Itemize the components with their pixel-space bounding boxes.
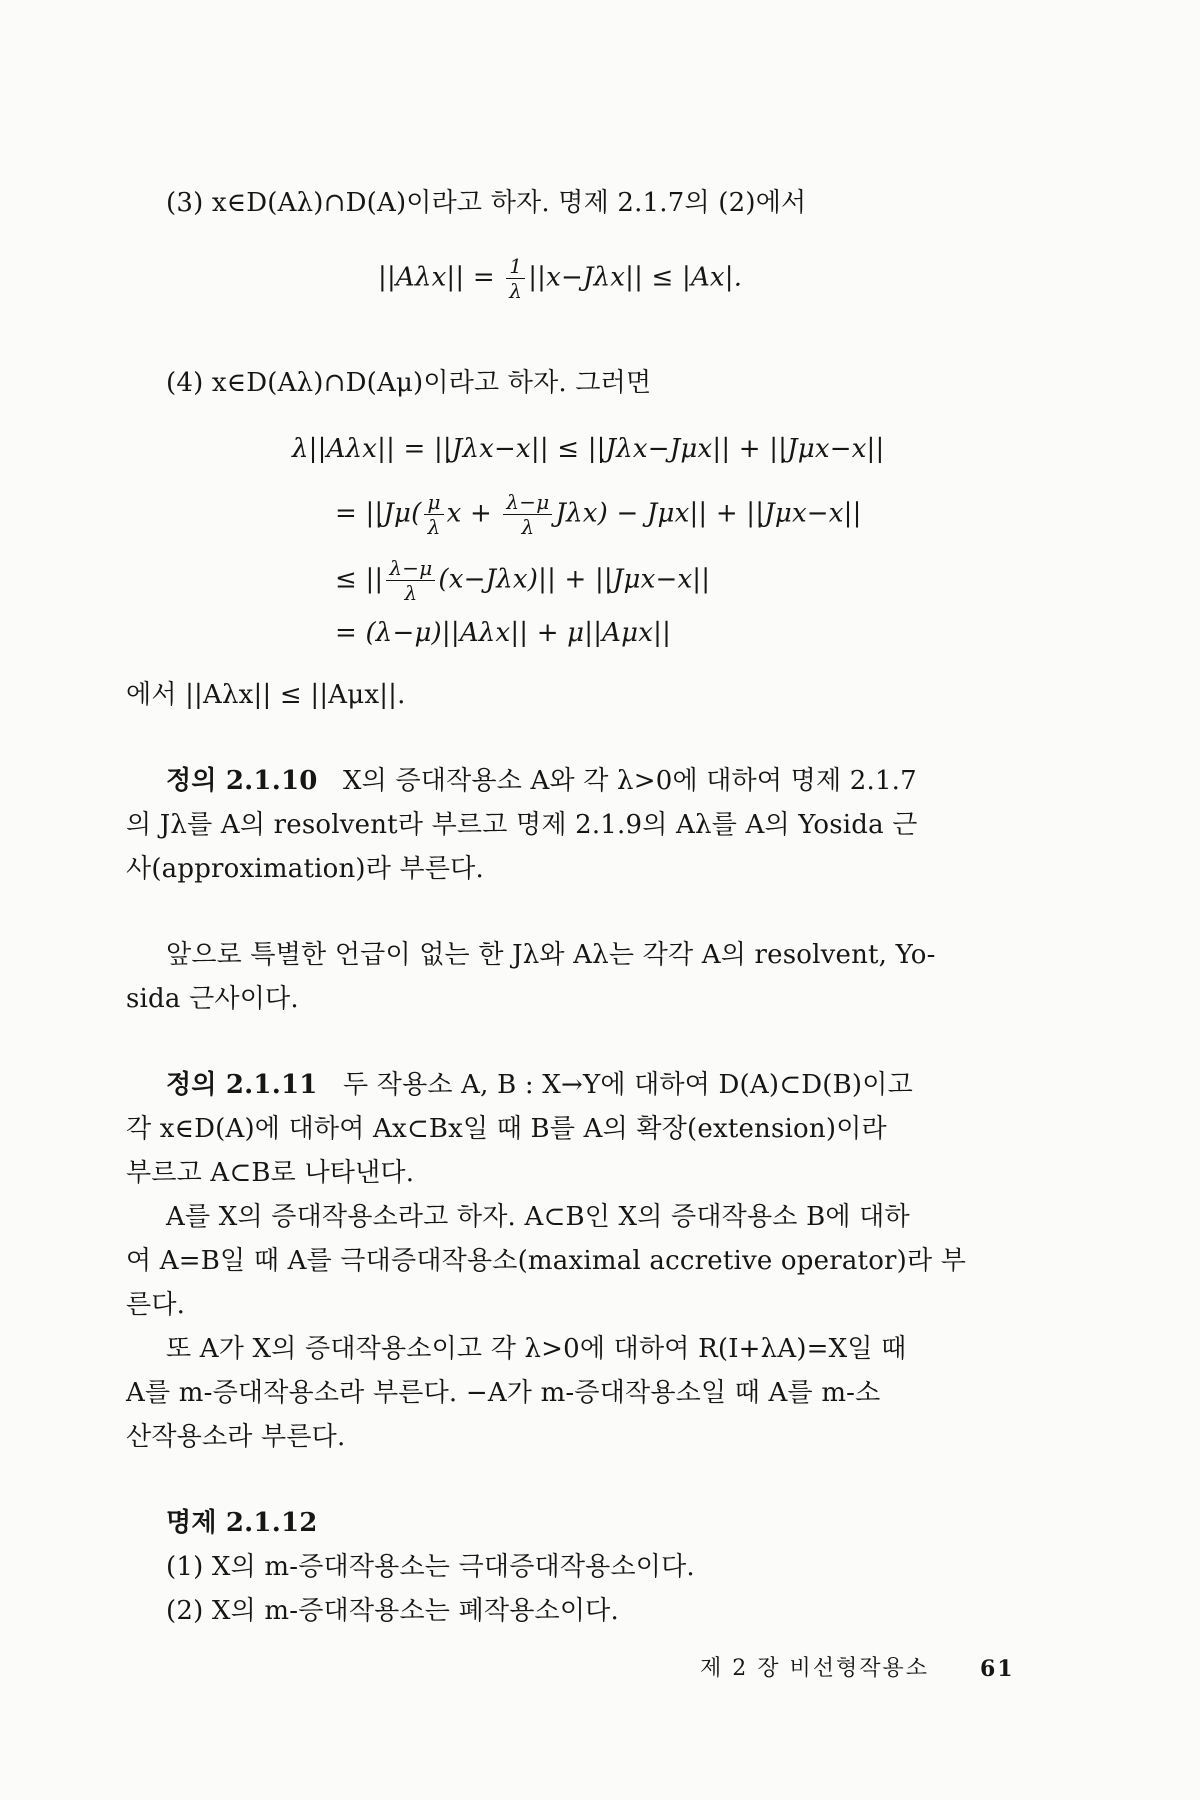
proposition-2-1-12-item1: (1) X의 m-증대작용소는 극대증대작용소이다. xyxy=(166,1552,695,1582)
definition-2-1-11-label: 정의 2.1.11 xyxy=(166,1070,318,1100)
section4-equation-1: λ||Aλx|| = ||Jλx−x|| ≤ ||Jλx−Jμx|| + ||Jμx−x|| xyxy=(292,434,885,464)
definition-2-1-10-text: X의 증대작용소 A와 각 λ>0에 대하여 명제 2.1.7 xyxy=(342,766,917,796)
fraction-denominator: λ xyxy=(521,515,535,539)
eq2-fraction-2 xyxy=(503,490,552,539)
eq2-part-a: = ||Jμ( xyxy=(335,498,422,529)
definition-2-1-11-line2: 각 x∈D(A)에 대하여 Ax⊂Bx일 때 B를 A의 확장(extension)이라 xyxy=(126,1114,887,1144)
section3-equation xyxy=(378,254,742,303)
definition-2-1-10-line2: 의 Jλ를 A의 resolvent라 부르고 명제 2.1.9의 Aλ를 A의 Yosida 근 xyxy=(126,810,918,840)
footer-chapter: 제 2 장 비선형작용소 xyxy=(700,1656,929,1681)
definition-2-1-11-line1 xyxy=(166,1068,913,1102)
section3-eq-left: ||Aλx|| = xyxy=(378,262,504,293)
definition-2-1-10-label: 정의 2.1.10 xyxy=(166,766,318,796)
eq3-fraction xyxy=(386,556,435,605)
definition-2-1-10-line1 xyxy=(166,764,917,798)
remark-line2: sida 근사이다. xyxy=(126,984,299,1014)
eq3-part-a: ≤ || xyxy=(335,564,384,595)
definition-2-1-11-line6: 른다. xyxy=(126,1290,186,1320)
definition-2-1-11-line3: 부르고 A⊂B로 나타낸다. xyxy=(126,1158,415,1188)
fraction-denominator: λ xyxy=(427,515,441,539)
section4-equation-3 xyxy=(335,556,710,605)
eq2-part-c: Jλx) − Jμx|| + ||Jμx−x|| xyxy=(555,498,862,529)
definition-2-1-11-line7: 또 A가 X의 증대작용소이고 각 λ>0에 대하여 R(I+λA)=X일 때 xyxy=(166,1334,907,1364)
definition-2-1-11-line5: 여 A=B일 때 A를 극대증대작용소(maximal accretive operator)라 부 xyxy=(126,1246,967,1276)
definition-2-1-11-text: 두 작용소 A, B : X→Y에 대하여 D(A)⊂D(B)이고 xyxy=(342,1070,913,1100)
fraction-numerator: 1 xyxy=(506,254,525,279)
definition-2-1-11-line8: A를 m-증대작용소라 부른다. −A가 m-증대작용소일 때 A를 m-소 xyxy=(126,1378,881,1408)
definition-2-1-11-line9: 산작용소라 부른다. xyxy=(126,1422,346,1452)
fraction-denominator: λ xyxy=(404,581,418,605)
fraction-denominator: λ xyxy=(509,279,523,303)
proposition-2-1-12-item2: (2) X의 m-증대작용소는 폐작용소이다. xyxy=(166,1596,619,1626)
section3-eq-right: ||x−Jλx|| ≤ |Ax|. xyxy=(528,262,743,293)
eq2-part-b: x + xyxy=(446,498,501,529)
proposition-2-1-12-label: 명제 2.1.12 xyxy=(166,1508,318,1538)
page-number: 61 xyxy=(980,1656,1015,1682)
fraction-numerator: λ−μ xyxy=(386,556,435,581)
eq3-part-b: (x−Jλx)|| + ||Jμx−x|| xyxy=(438,564,711,595)
section3-eq-fraction xyxy=(506,254,525,303)
section4-conclusion: 에서 ||Aλx|| ≤ ||Aμx||. xyxy=(126,680,406,710)
section3-intro: (3) x∈D(Aλ)∩D(A)이라고 하자. 명제 2.1.7의 (2)에서 xyxy=(166,188,807,218)
definition-2-1-11-line4: A를 X의 증대작용소라고 하자. A⊂B인 X의 증대작용소 B에 대하 xyxy=(166,1202,910,1232)
fraction-numerator: μ xyxy=(424,490,443,515)
section4-intro: (4) x∈D(Aλ)∩D(Aμ)이라고 하자. 그러면 xyxy=(166,368,652,398)
remark-line1: 앞으로 특별한 언급이 없는 한 Jλ와 Aλ는 각각 A의 resolvent, Yo- xyxy=(166,940,936,970)
section4-equation-4: = (λ−μ)||Aλx|| + μ||Aμx|| xyxy=(335,618,672,648)
fraction-numerator: λ−μ xyxy=(503,490,552,515)
section4-equation-2 xyxy=(335,490,862,539)
eq2-fraction-1 xyxy=(424,490,443,539)
definition-2-1-10-line3: 사(approximation)라 부른다. xyxy=(126,854,484,884)
